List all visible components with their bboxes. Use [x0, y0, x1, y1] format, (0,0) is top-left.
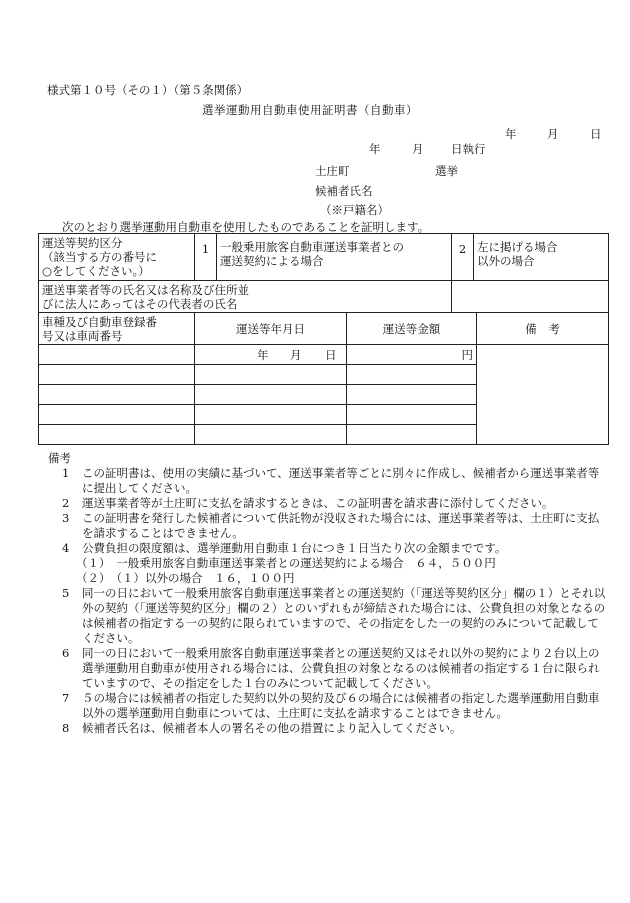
vehicle-cell[interactable]	[39, 425, 195, 445]
document-title: 選挙運動用自動車使用証明書（自動車）	[202, 103, 418, 117]
contract-label-line-2: （該当する方の番号に	[42, 250, 157, 264]
candidate-name-label: 候補者氏名	[315, 184, 373, 198]
note-item	[38, 721, 608, 736]
issue-day-label: 日	[590, 127, 602, 141]
note-number: 3	[62, 511, 70, 525]
exec-month-label: 月	[412, 142, 424, 156]
date-header: 運送等年月日	[195, 313, 347, 345]
date-month-unit: 月	[290, 348, 302, 362]
note-text: ５の場合には候補者の指定した契約以外の契約及び６の場合には候補者の指定した選挙運動用自動車以外の選挙運動用自動車については、土庄町に支払を請求することはできません。	[82, 691, 600, 720]
date-cell[interactable]	[195, 365, 347, 385]
trip-table	[38, 312, 609, 445]
issue-year-label: 年	[505, 127, 517, 141]
option-1-number[interactable]: 1	[195, 234, 217, 281]
remarks-header: 備 考	[477, 313, 609, 345]
issue-month-label: 月	[547, 127, 559, 141]
note-number: 7	[62, 691, 70, 705]
amount-cell[interactable]	[347, 385, 477, 405]
town-name: 土庄町	[315, 164, 350, 178]
election-label: 選挙	[435, 164, 458, 178]
note-number: 6	[62, 646, 70, 660]
note-item	[38, 511, 608, 541]
note-4-subitem-1: （１） 一般乗用旅客自動車運送事業者との運送契約による場合 ６４，５００円	[76, 556, 496, 570]
amount-cell[interactable]	[347, 425, 477, 445]
note-number: 2	[62, 496, 70, 510]
note-item	[38, 646, 608, 691]
note-text: 運送事業者等が土庄町に支払を請求するときは、この証明書を請求書に添付してください。	[82, 496, 554, 510]
exec-year-label: 年	[369, 142, 381, 156]
operator-line-2: びに法人にあってはその代表者の氏名	[42, 296, 238, 311]
note-text: 公費負担の限度額は、選挙運動用自動車１台につき１日当たり次の金額までです。	[82, 541, 507, 555]
option-1-line-2: 運送契約による場合	[220, 254, 324, 268]
note-text: 同一の日において一般乗用旅客自動車運送事業者との運送契約（「運送等契約区分」欄の１）とそれ以外の契約（「運送等契約区分」欄の２）とのいずれもが締結された場合には、公費負担の対象となるのは候補者の指定する一の契約に限られていますので、その指定をした一の契約のみについて記載してください。	[82, 586, 606, 645]
option-1-line-1: 一般乗用旅客自動車運送事業者との	[220, 240, 404, 254]
option-2-text	[474, 234, 609, 281]
notes-heading: 備考	[48, 451, 71, 465]
note-number: 1	[62, 466, 70, 480]
contract-type-row	[39, 234, 609, 281]
vehicle-header	[39, 313, 195, 345]
contract-label-line-3: ○をしてください。）	[42, 264, 150, 278]
certification-statement: 次のとおり選挙運動用自動車を使用したものであることを証明します。	[62, 220, 430, 234]
remarks-cell[interactable]	[477, 345, 609, 445]
option-2-line-1: 左に掲げる場合	[477, 240, 558, 254]
vehicle-cell[interactable]	[39, 405, 195, 425]
note-number: 8	[62, 721, 70, 735]
note-item	[38, 466, 608, 496]
contract-label-line-1: 運送等契約区分	[42, 236, 123, 250]
amount-cell[interactable]: 円	[347, 345, 477, 365]
date-year-unit: 年	[257, 348, 269, 362]
vehicle-cell[interactable]	[39, 365, 195, 385]
trip-header-row	[39, 313, 609, 345]
notes-section	[38, 451, 608, 736]
operator-field[interactable]	[452, 281, 609, 313]
exec-day-label: 日執行	[451, 142, 486, 156]
note-item	[38, 541, 608, 556]
operator-label	[39, 281, 452, 313]
option-1-text	[217, 234, 452, 281]
amount-cell[interactable]	[347, 405, 477, 425]
form-number: 様式第１０号（その１）（第５条関係）	[47, 83, 249, 97]
amount-cell[interactable]	[347, 365, 477, 385]
note-item	[38, 586, 608, 646]
date-cell[interactable]	[195, 385, 347, 405]
vehicle-cell[interactable]	[39, 345, 195, 365]
koseki-note: （※戸籍名）	[320, 203, 389, 217]
note-text: この証明書は、使用の実績に基づいて、運送事業者等ごとに別々に作成し、候補者から運送事業者等に提出してください。	[82, 466, 600, 495]
usage-table	[38, 233, 609, 313]
note-number: 5	[62, 586, 70, 600]
vehicle-cell[interactable]	[39, 385, 195, 405]
operator-line-1: 運送事業者等の氏名又は名称及び住所並	[42, 282, 249, 297]
amount-header: 運送等金額	[347, 313, 477, 345]
date-cell[interactable]	[195, 345, 347, 365]
date-cell[interactable]	[195, 405, 347, 425]
note-number: 4	[62, 541, 70, 555]
option-2-line-2: 以外の場合	[477, 254, 535, 268]
table-row	[39, 345, 609, 365]
operator-row	[39, 281, 609, 313]
note-text: 同一の日において一般乗用旅客自動車運送事業者との運送契約又はそれ以外の契約により２台以上の選挙運動用自動車が使用される場合には、公費負担の対象となるのは候補者の指定する１台に限られていますので、その指定をした１台のみについて記載してください。	[82, 646, 600, 690]
note-4-subitem-2: （２） （１）以外の場合 １６，１００円	[76, 571, 295, 585]
date-cell[interactable]	[195, 425, 347, 445]
note-item	[38, 691, 608, 721]
note-text: この証明書を発行した候補者について供託物が没収された場合には、運送事業者等は、土庄町に支払を請求することはできません。	[82, 511, 600, 540]
date-day-unit: 日	[325, 348, 337, 362]
contract-type-label	[39, 234, 195, 281]
note-text: 候補者氏名は、候補者本人の署名その他の措置により記入してください。	[82, 721, 462, 735]
option-2-number[interactable]: 2	[452, 234, 474, 281]
vehicle-header-line-2: 号又は車両番号	[42, 328, 123, 343]
note-item	[38, 496, 608, 511]
vehicle-header-line-1: 車種及び自動車登録番	[42, 314, 157, 329]
